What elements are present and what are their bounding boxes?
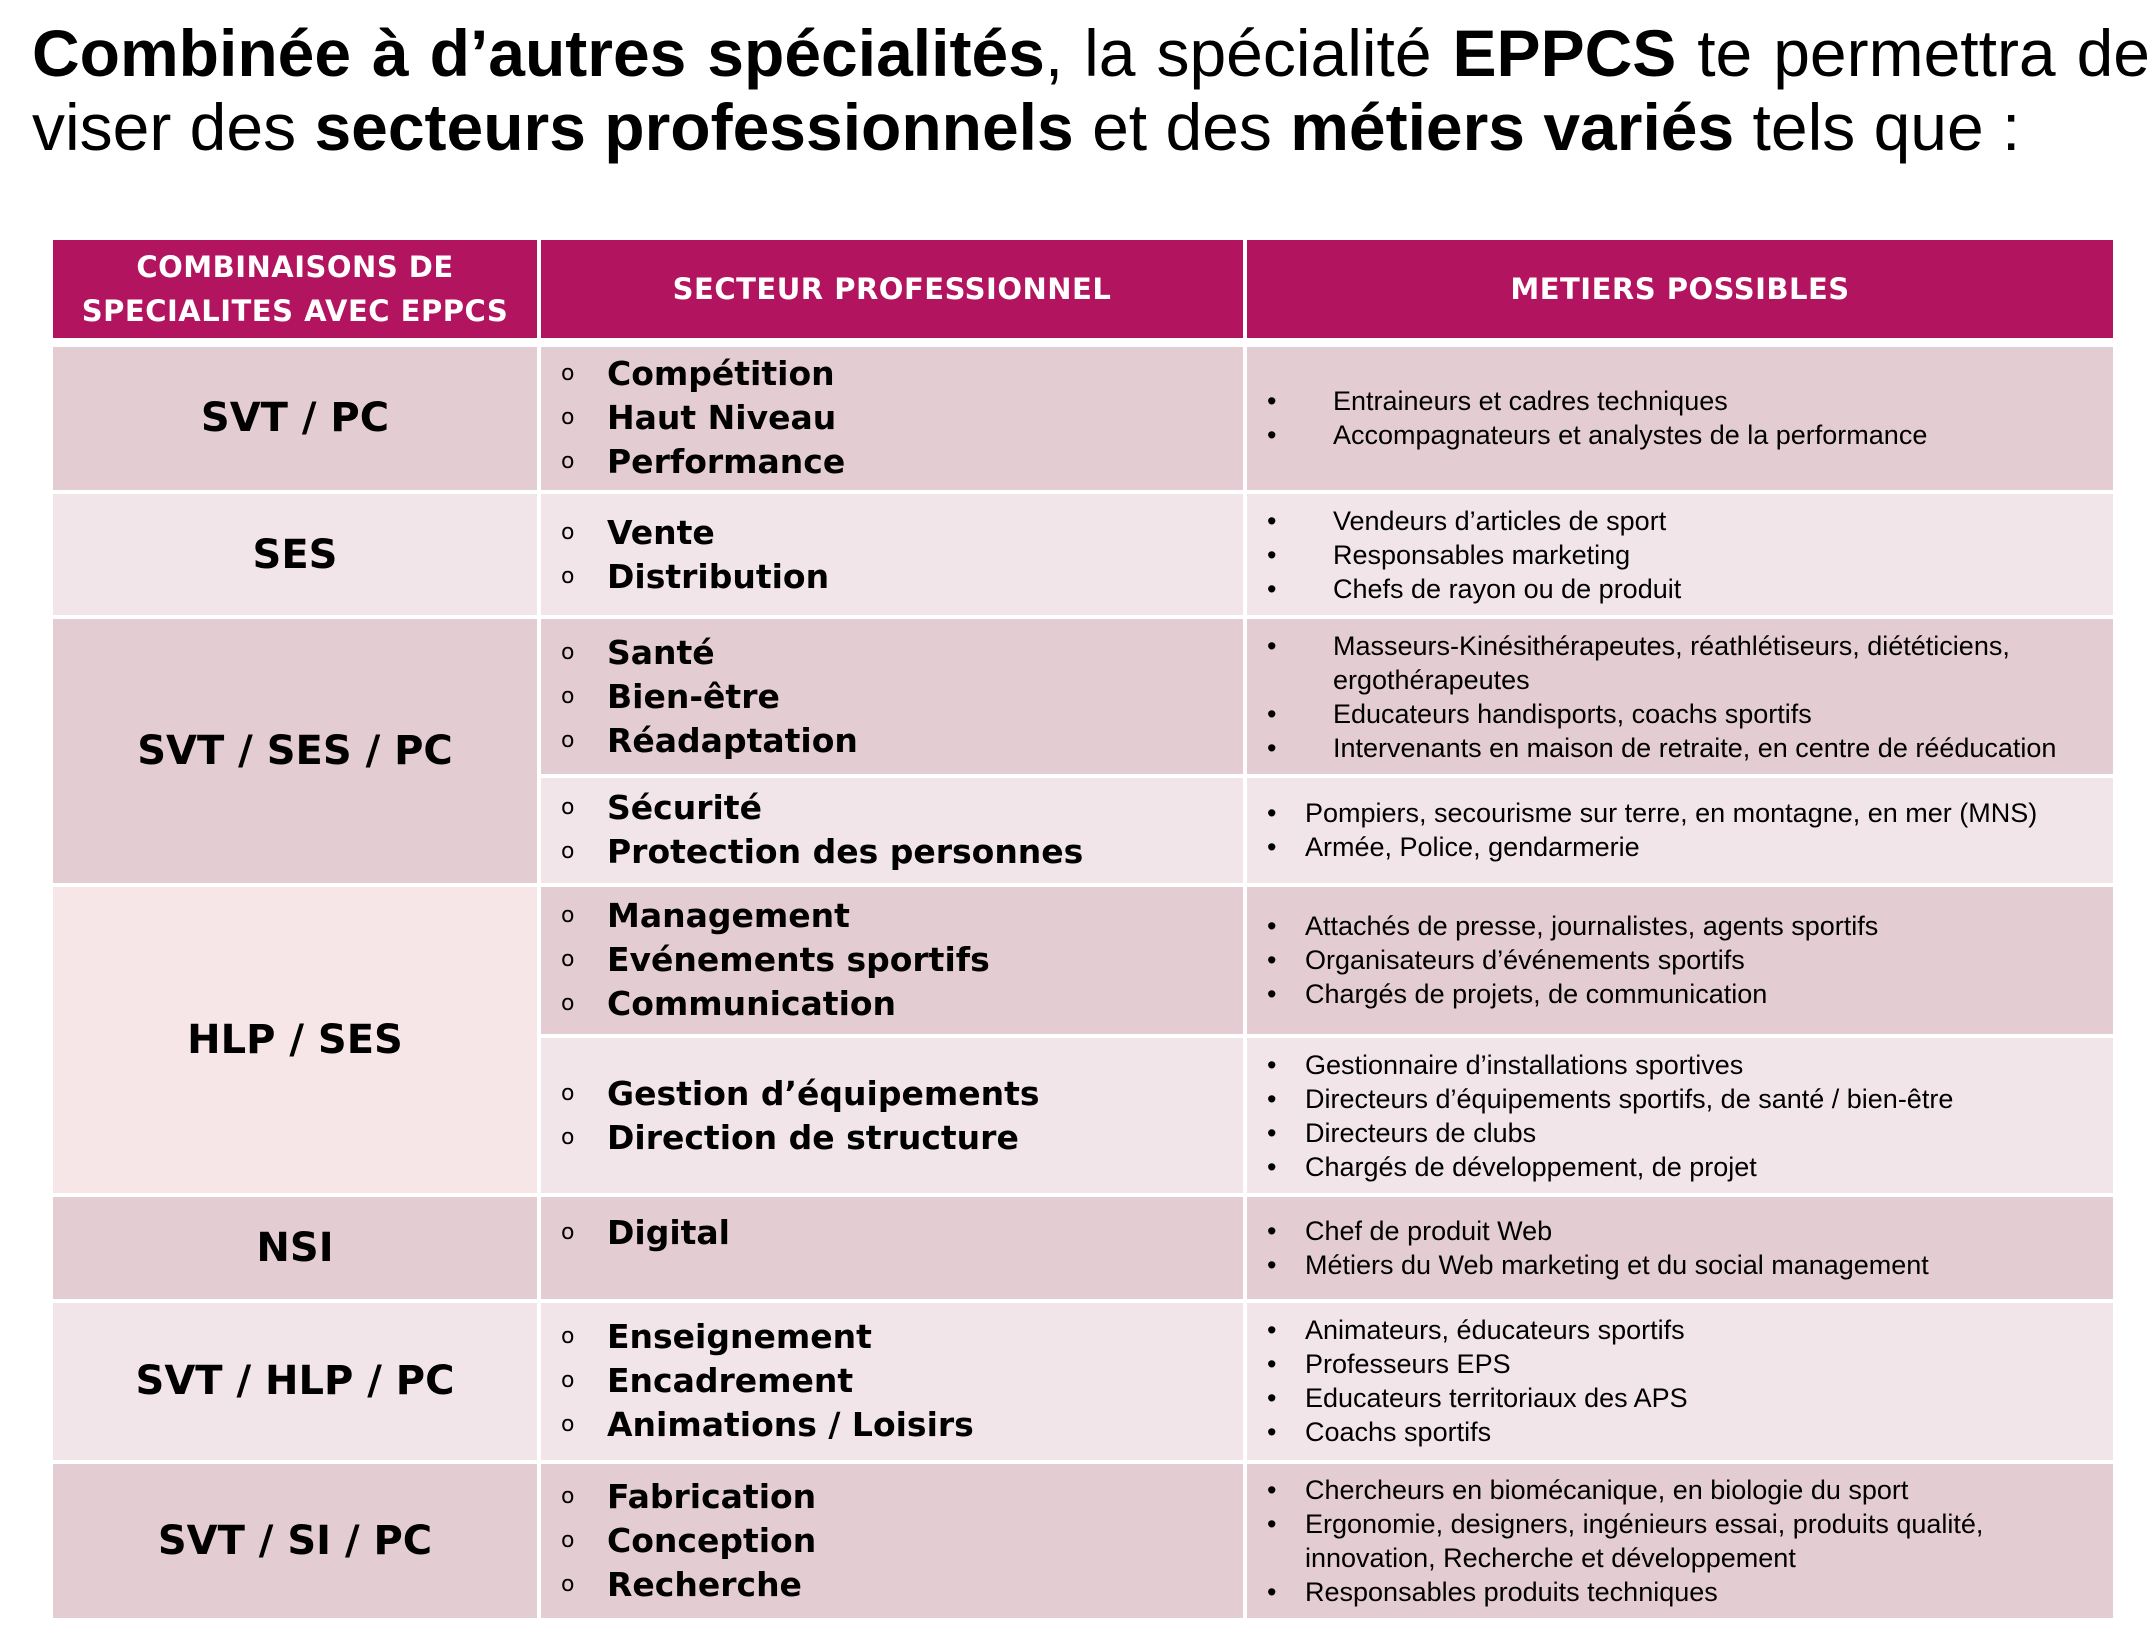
circle-bullet-icon: o <box>561 903 575 929</box>
jobs-cell <box>1245 776 2113 885</box>
job-label: Gestionnaire d’installations sportives <box>1305 1049 1744 1080</box>
list-item <box>1247 731 2093 765</box>
bullet-icon: • <box>1267 1083 1277 1114</box>
sector-list <box>541 894 1243 1026</box>
circle-bullet-icon: o <box>561 639 575 665</box>
bullet-icon: • <box>1267 1508 1277 1539</box>
sector-list <box>541 1315 1243 1447</box>
bullet-icon: • <box>1267 1417 1277 1448</box>
sector-list <box>541 511 1243 599</box>
intro-bold-3: EPPCS <box>1452 16 1677 90</box>
list-item <box>561 1359 1243 1403</box>
list-item <box>1247 1381 2093 1415</box>
list-item <box>561 675 1243 719</box>
list-item <box>1247 1214 2093 1248</box>
job-label: Directeurs de clubs <box>1305 1117 1537 1148</box>
job-label: Chargés de développement, de projet <box>1305 1151 1757 1182</box>
table-row <box>53 1301 2113 1461</box>
bullet-icon: • <box>1267 832 1277 863</box>
list-item <box>1247 943 2093 977</box>
sector-label: Performance <box>607 442 846 482</box>
job-label: Responsables produits techniques <box>1305 1576 1718 1607</box>
list-item <box>1247 572 2093 606</box>
table-body <box>53 342 2113 1620</box>
job-label: Ergonomie, designers, ingénieurs essai, produits qualité, innovation, Recherche et développement <box>1305 1508 1984 1573</box>
table-row <box>53 885 2113 1036</box>
list-item <box>1247 1473 2093 1507</box>
sector-list <box>541 1475 1243 1607</box>
circle-bullet-icon: o <box>561 361 575 387</box>
sector-label: Encadrement <box>607 1361 854 1401</box>
circle-bullet-icon: o <box>561 839 575 865</box>
job-label: Educateurs territoriaux des APS <box>1305 1383 1688 1414</box>
sector-label: Vente <box>607 512 715 552</box>
list-item <box>561 631 1243 675</box>
bullet-icon: • <box>1267 1349 1277 1380</box>
jobs-cell <box>1245 1301 2113 1461</box>
intro-paragraph <box>32 16 2150 164</box>
list-item <box>561 511 1243 555</box>
combo-cell: SVT / SI / PC <box>53 1462 539 1620</box>
sector-cell <box>539 492 1245 617</box>
bullet-icon: • <box>1267 1383 1277 1414</box>
circle-bullet-icon: o <box>561 727 575 753</box>
list-item <box>1247 1150 2093 1184</box>
list-item <box>1247 629 2093 697</box>
job-label: Educateurs handisports, coachs sportifs <box>1333 698 1812 729</box>
circle-bullet-icon: o <box>561 1368 575 1394</box>
list-item <box>561 719 1243 763</box>
list-item <box>561 1072 1243 1116</box>
bullet-icon: • <box>1267 979 1277 1010</box>
list-item <box>561 1211 1243 1255</box>
bullet-icon: • <box>1267 732 1277 763</box>
list-item <box>561 982 1243 1026</box>
sector-label: Enseignement <box>607 1317 872 1357</box>
sector-list <box>541 1072 1243 1160</box>
list-item <box>561 1475 1243 1519</box>
jobs-list <box>1247 796 2113 864</box>
sector-label: Digital <box>607 1213 730 1253</box>
job-label: Armée, Police, gendarmerie <box>1305 832 1640 863</box>
sector-list <box>541 352 1243 484</box>
jobs-list <box>1247 1048 2113 1184</box>
circle-bullet-icon: o <box>561 1483 575 1509</box>
bullet-icon: • <box>1267 945 1277 976</box>
circle-bullet-icon: o <box>561 1527 575 1553</box>
circle-bullet-icon: o <box>561 991 575 1017</box>
sector-label: Fabrication <box>607 1476 817 1516</box>
job-label: Métiers du Web marketing et du social management <box>1305 1250 1929 1281</box>
jobs-cell <box>1245 1036 2113 1195</box>
circle-bullet-icon: o <box>561 1124 575 1150</box>
sector-label: Animations / Loisirs <box>607 1405 974 1445</box>
list-item <box>561 786 1243 830</box>
list-item <box>1247 418 2093 452</box>
job-label: Organisateurs d’événements sportifs <box>1305 945 1745 976</box>
bullet-icon: • <box>1267 539 1277 570</box>
sector-cell <box>539 1301 1245 1461</box>
table-row <box>53 1462 2113 1620</box>
job-label: Professeurs EPS <box>1305 1349 1511 1380</box>
bullet-icon: • <box>1267 1315 1277 1346</box>
list-item <box>561 894 1243 938</box>
intro-bold-5: secteurs professionnels <box>314 90 1074 164</box>
list-item <box>561 1315 1243 1359</box>
bullet-icon: • <box>1267 1576 1277 1607</box>
circle-bullet-icon: o <box>561 519 575 545</box>
sector-label: Protection des personnes <box>607 832 1084 872</box>
bullet-icon: • <box>1267 420 1277 451</box>
list-item <box>1247 384 2093 418</box>
list-item <box>1247 1313 2093 1347</box>
jobs-list <box>1247 1214 2113 1282</box>
intro-bold-1: Combinée à d’autres spécialités <box>32 16 1045 90</box>
intro-text-8: tels que : <box>1734 90 2021 164</box>
list-item <box>1247 697 2093 731</box>
job-label: Animateurs, éducateurs sportifs <box>1305 1315 1685 1346</box>
list-item <box>561 440 1243 484</box>
list-item <box>1247 504 2093 538</box>
list-item <box>1247 977 2093 1011</box>
sector-label: Réadaptation <box>607 720 858 760</box>
sector-cell <box>539 1462 1245 1620</box>
job-label: Intervenants en maison de retraite, en centre de rééducation <box>1333 732 2057 763</box>
combo-cell: SVT / PC <box>53 342 539 492</box>
sector-cell <box>539 342 1245 492</box>
jobs-cell <box>1245 492 2113 617</box>
list-item <box>1247 1082 2093 1116</box>
job-label: Attachés de presse, journalistes, agents sportifs <box>1305 911 1879 942</box>
sector-cell <box>539 1036 1245 1195</box>
sector-label: Sécurité <box>607 788 762 828</box>
sector-label: Distribution <box>607 556 830 596</box>
list-item <box>1247 1415 2093 1449</box>
circle-bullet-icon: o <box>561 449 575 475</box>
circle-bullet-icon: o <box>561 683 575 709</box>
jobs-list <box>1247 629 2113 765</box>
list-item <box>561 396 1243 440</box>
sector-label: Recherche <box>607 1564 802 1604</box>
sector-cell <box>539 776 1245 885</box>
intro-text-4: te permettra de viser des <box>32 16 2150 164</box>
list-item <box>1247 1507 2093 1575</box>
combo-cell: HLP / SES <box>53 885 539 1196</box>
header-combinations-line1: COMBINAISONS DE <box>136 249 454 284</box>
bullet-icon: • <box>1267 798 1277 829</box>
jobs-list <box>1247 1313 2113 1449</box>
bullet-icon: • <box>1267 1216 1277 1247</box>
header-sector: SECTEUR PROFESSIONNEL <box>539 240 1245 342</box>
combo-cell: SVT / SES / PC <box>53 617 539 884</box>
list-item <box>1247 796 2093 830</box>
table-row <box>53 617 2113 775</box>
job-label: Accompagnateurs et analystes de la performance <box>1333 420 1928 451</box>
bullet-icon: • <box>1267 1250 1277 1281</box>
sector-label: Management <box>607 896 850 936</box>
circle-bullet-icon: o <box>561 947 575 973</box>
bullet-icon: • <box>1267 1151 1277 1182</box>
table-row <box>53 492 2113 617</box>
job-label: Chefs de rayon ou de produit <box>1333 573 1682 604</box>
list-item <box>1247 909 2093 943</box>
jobs-cell <box>1245 342 2113 492</box>
combo-cell: NSI <box>53 1195 539 1301</box>
sector-label: Evénements sportifs <box>607 940 990 980</box>
job-label: Chef de produit Web <box>1305 1216 1553 1247</box>
list-item <box>1247 1575 2093 1609</box>
list-item <box>1247 1347 2093 1381</box>
jobs-list <box>1247 504 2113 606</box>
circle-bullet-icon: o <box>561 795 575 821</box>
job-label: Pompiers, secourisme sur terre, en montagne, en mer (MNS) <box>1305 798 2038 829</box>
combo-cell: SES <box>53 492 539 617</box>
list-item <box>561 1403 1243 1447</box>
sector-label: Compétition <box>607 354 835 394</box>
sector-cell <box>539 1195 1245 1301</box>
specialties-table <box>53 240 2113 1622</box>
list-item <box>1247 830 2093 864</box>
sector-cell <box>539 885 1245 1036</box>
list-item <box>1247 538 2093 572</box>
table-row <box>53 1195 2113 1301</box>
bullet-icon: • <box>1267 630 1277 661</box>
list-item <box>561 555 1243 599</box>
intro-text-6: et des <box>1073 90 1291 164</box>
jobs-list <box>1247 384 2113 452</box>
list-item <box>561 830 1243 874</box>
sector-list <box>541 631 1243 763</box>
circle-bullet-icon: o <box>561 405 575 431</box>
job-label: Coachs sportifs <box>1305 1417 1492 1448</box>
list-item <box>1247 1048 2093 1082</box>
bullet-icon: • <box>1267 573 1277 604</box>
jobs-cell <box>1245 885 2113 1036</box>
header-combinations-line2: SPECIALITES AVEC EPPCS <box>81 293 509 328</box>
job-label: Entraineurs et cadres techniques <box>1333 386 1728 417</box>
job-label: Masseurs-Kinésithérapeutes, réathlétiseurs, diététiciens, ergothérapeutes <box>1333 630 2010 695</box>
bullet-icon: • <box>1267 386 1277 417</box>
jobs-cell <box>1245 1195 2113 1301</box>
list-item <box>561 1116 1243 1160</box>
job-label: Chercheurs en biomécanique, en biologie du sport <box>1305 1474 1909 1505</box>
job-label: Responsables marketing <box>1333 539 1631 570</box>
combo-cell: SVT / HLP / PC <box>53 1301 539 1461</box>
list-item <box>561 1563 1243 1607</box>
bullet-icon: • <box>1267 505 1277 536</box>
circle-bullet-icon: o <box>561 1412 575 1438</box>
jobs-list <box>1247 1473 2113 1609</box>
sector-list <box>541 1211 1243 1255</box>
jobs-cell <box>1245 1462 2113 1620</box>
sector-label: Santé <box>607 632 715 672</box>
list-item <box>561 352 1243 396</box>
sector-label: Communication <box>607 984 897 1024</box>
bullet-icon: • <box>1267 911 1277 942</box>
circle-bullet-icon: o <box>561 1571 575 1597</box>
jobs-list <box>1247 909 2113 1011</box>
sector-label: Gestion d’équipements <box>607 1073 1040 1113</box>
sector-label: Haut Niveau <box>607 398 837 438</box>
list-item <box>561 938 1243 982</box>
sector-label: Conception <box>607 1520 817 1560</box>
table-row <box>53 342 2113 492</box>
header-jobs: METIERS POSSIBLES <box>1245 240 2113 342</box>
job-label: Directeurs d’équipements sportifs, de santé / bien-être <box>1305 1083 1954 1114</box>
circle-bullet-icon: o <box>561 563 575 589</box>
intro-bold-7: métiers variés <box>1290 90 1735 164</box>
sector-cell <box>539 617 1245 775</box>
jobs-cell <box>1245 617 2113 775</box>
list-item <box>1247 1116 2093 1150</box>
job-label: Vendeurs d’articles de sport <box>1333 505 1667 536</box>
sector-label: Direction de structure <box>607 1117 1019 1157</box>
bullet-icon: • <box>1267 1049 1277 1080</box>
table-header <box>53 240 2113 342</box>
circle-bullet-icon: o <box>561 1220 575 1246</box>
sector-list <box>541 786 1243 874</box>
intro-text-2: , la spécialité <box>1044 16 1453 90</box>
bullet-icon: • <box>1267 1117 1277 1148</box>
job-label: Chargés de projets, de communication <box>1305 979 1768 1010</box>
circle-bullet-icon: o <box>561 1080 575 1106</box>
bullet-icon: • <box>1267 1474 1277 1505</box>
list-item <box>1247 1248 2093 1282</box>
header-combinations <box>53 240 539 342</box>
list-item <box>561 1519 1243 1563</box>
circle-bullet-icon: o <box>561 1324 575 1350</box>
bullet-icon: • <box>1267 698 1277 729</box>
sector-label: Bien-être <box>607 676 780 716</box>
